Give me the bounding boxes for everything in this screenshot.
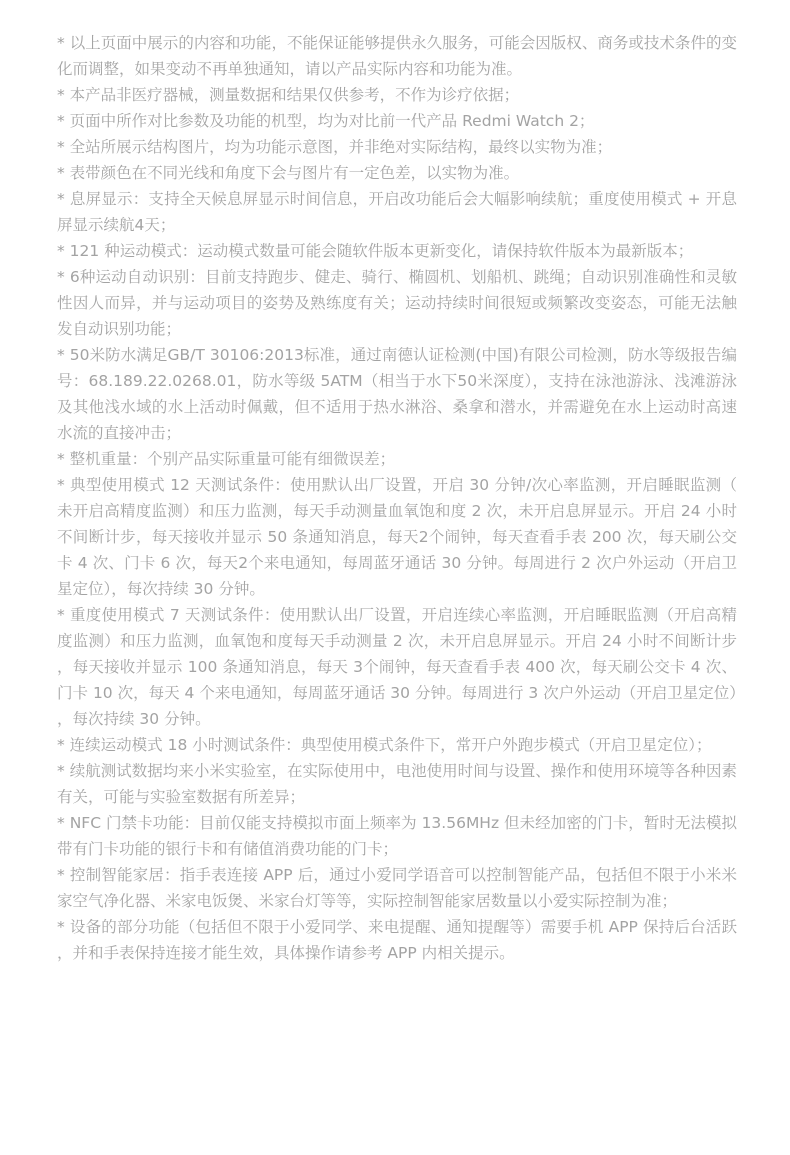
- note-strap-color: * 表带颜色在不同光线和角度下会与图片有一定色差，以实物为准。: [57, 164, 520, 182]
- note-auto-recognition: * 6种运动自动识别：目前支持跑步、健走、骑行、椭圆机、划船机、跳绳；自动识别准确性和灵敏性因人而异，并与运动项目的姿势及熟练度有关；运动持续时间很短或频繁改变姿态，可能无法触发自动识别功能；: [57, 268, 737, 338]
- note-water-resistance: * 50米防水满足GB/T 30106:2013标准，通过南德认证检测(中国)有限公司检测，防水等级报告编号：68.189.22.0268.01，防水等级 5ATM（相当于水下50米深度），支持在泳池游泳、浅滩游泳及其他浅水域的水上活动时佩戴，但不适用于热水淋浴、桑拿和潜水，并需避免在水上运动时高速水流的直接冲击；: [57, 346, 737, 442]
- note-comparison-model: * 页面中所作对比参数及功能的机型，均为对比前一代产品 Redmi Watch 2；: [57, 112, 595, 130]
- disclaimer-notes: [57, 30, 737, 966]
- note-structure-images: * 全站所展示结构图片，均为功能示意图，并非绝对实际结构，最终以实物为准；: [57, 138, 613, 156]
- note-heavy-usage-test: * 重度使用模式 7 天测试条件：使用默认出厂设置，开启连续心率监测，开启睡眠监测（开启高精度监测）和压力监测，血氧饱和度每天手动测量 2 次，未开启息屏显示。开启 24 小时不间断计步，每天接收并显示 100 条通知消息，每天 3个闹钟，每天查看手表 400 次，每天刷公交卡 4 次、门卡 10 次，每天 4 个来电通知，每周蓝牙通话 30 分钟。每周进行 3 次户外运动（开启卫星定位），每次持续 30 分钟。: [57, 606, 737, 728]
- note-content-availability: * 以上页面中展示的内容和功能，不能保证能够提供永久服务，可能会因版权、商务或技术条件的变化而调整，如果变动不再单独通知，请以产品实际内容和功能为准。: [57, 34, 737, 78]
- note-smart-home: * 控制智能家居：指手表连接 APP 后，通过小爱同学语音可以控制智能产品，包括但不限于小米米家空气净化器、米家电饭煲、米家台灯等等，实际控制智能家居数量以小爱实际控制为准；: [57, 866, 737, 910]
- note-typical-usage-test: * 典型使用模式 12 天测试条件：使用默认出厂设置，开启 30 分钟/次心率监测，开启睡眠监测（未开启高精度监测）和压力监测，每天手动测量血氧饱和度 2 次，未开启息屏显示。开启 24 小时不间断计步，每天接收并显示 50 条通知消息，每天2个闹钟，每天查看手表 200 次，每天刷公交卡 4 次、门卡 6 次，每天2个来电通知，每周蓝牙通话 30 分钟。每周进行 2 次户外运动（开启卫星定位），每次持续 30 分钟。: [57, 476, 737, 598]
- note-sport-modes: * 121 种运动模式：运动模式数量可能会随软件版本更新变化，请保持软件版本为最新版本；: [57, 242, 694, 260]
- note-weight: * 整机重量：个别产品实际重量可能有细微误差；: [57, 450, 396, 468]
- note-continuous-sport-test: * 连续运动模式 18 小时测试条件：典型使用模式条件下，常开户外跑步模式（开启卫星定位）；: [57, 736, 712, 754]
- note-not-medical-device: * 本产品非医疗器械，测量数据和结果仅供参考，不作为诊疗依据；: [57, 86, 520, 104]
- note-app-connection: * 设备的部分功能（包括但不限于小爱同学、来电提醒、通知提醒等）需要手机 APP 保持后台活跃，并和手表保持连接才能生效，具体操作请参考 APP 内相关提示。: [57, 918, 737, 962]
- note-nfc-door-card: * NFC 门禁卡功能：目前仅能支持模拟市面上频率为 13.56MHz 但未经加密的门卡，暂时无法模拟带有门卡功能的银行卡和有储值消费功能的门卡；: [57, 814, 737, 858]
- note-always-on-display: * 息屏显示：支持全天候息屏显示时间信息，开启改功能后会大幅影响续航；重度使用模式 + 开息屏显示续航4天；: [57, 190, 737, 234]
- note-battery-test-source: * 续航测试数据均来小米实验室，在实际使用中，电池使用时间与设置、操作和使用环境等各种因素有关，可能与实验室数据有所差异；: [57, 762, 737, 806]
